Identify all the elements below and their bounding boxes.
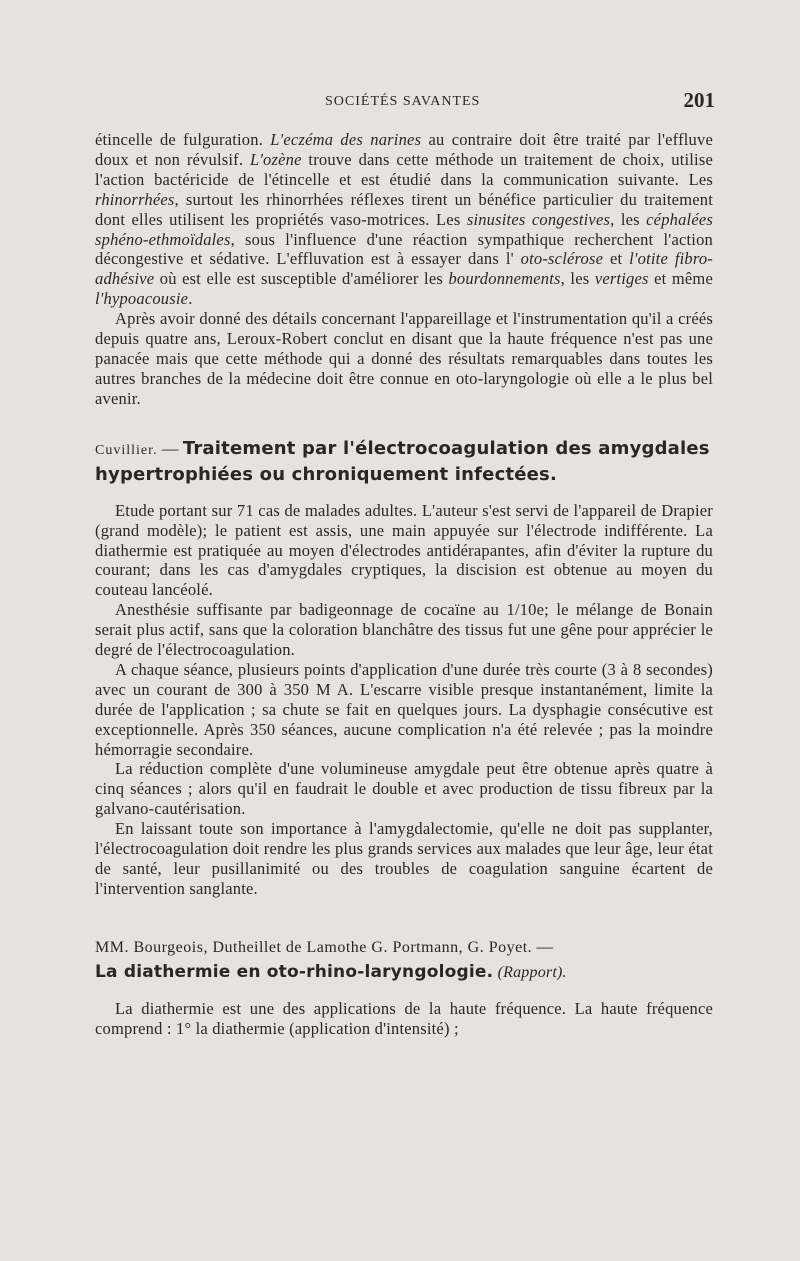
page-number: 201	[683, 88, 715, 112]
section-title: Traitement par l'électrocoagulation des amygdales hypertrophiées ou chroniquement infectées.	[95, 437, 710, 485]
paragraph: Après avoir donné des détails concernant l'appareillage et l'instrumentation qu'il a créés depuis quatre ans, Leroux-Robert conclut en disant que la haute fréquence n'est pas une panacée mais que cette méthode qui a donné des résultats remarquables dans toutes les autres branches de la médecine doit être connue en oto-laryngologie où elle a le plus bel avenir.	[95, 309, 713, 408]
paragraph: En laissant toute son importance à l'amygdalectomie, qu'elle ne doit pas supplanter, l'électrocoagulation doit rendre les plus grands services aux malades que leur âge, leur état de santé, leur pusillanimité ou des troubles de coagulation sanguine écartent de l'intervention sanglante.	[95, 819, 713, 898]
running-title: SOCIÉTÉS SAVANTES	[325, 94, 481, 109]
section-heading: MM. Bourgeois, Dutheillet de Lamothe G. Portmann, G. Poyet. — La diathermie en oto-rhino-laryngologie. (Rapport).	[95, 936, 567, 982]
paragraph: Anesthésie suffisante par badigeonnage de cocaïne au 1/10e; le mélange de Bonain serait plus actif, sans que la coloration blanchâtre des tissus fut une gêne pour apprécier le degré de l'électrocoagulation.	[95, 600, 713, 660]
paragraph: La diathermie est une des applications de la haute fréquence. La haute fréquence comprend : 1° la diathermie (application d'intensité) ;	[95, 998, 713, 1038]
paragraph: Etude portant sur 71 cas de malades adultes. L'auteur s'est servi de l'appareil de Drapier (grand modèle); le patient est assis, une main appuyée sur l'électrode indifférente. La diathermie est pratiquée au moyen d'électrodes antidérapantes, afin d'éviter la rupture du courant; dans les cas d'amygdales cryptiques, la discision est obtenue au moyen du couteau lancéolé.	[95, 500, 713, 600]
paragraph: A chaque séance, plusieurs points d'application d'une durée très courte (3 à 8 secondes) avec un courant de 300 à 350 M A. L'escarre visible presque instantanément, limite la durée de l'application ; sa chute se fait en quelques jours. La dysphagie consécutive est exceptionnelle. Après 350 séances, aucune complication n'a été relevée ; pas la moindre hémorragie secondaire.	[95, 659, 713, 759]
paragraph: La réduction complète d'une volumineuse amygdale peut être obtenue après quatre à cinq séances ; alors qu'il en faudrait le double et avec production de tissu fibreux par la galvano-cautérisation.	[95, 759, 713, 819]
section-authors: MM. Bourgeois, Dutheillet de Lamothe G. Portmann, G. Poyet.	[95, 938, 533, 956]
report-label: (Rapport).	[497, 963, 567, 981]
paragraph: étincelle de fulguration. L'eczéma des narines au contraire doit être traité par l'effluve doux et non révulsif. L'ozène trouve dans cette méthode un traitement de choix, utilise l'action bactéricide de l'étincelle et est étudié dans la communication suivante. Les rhinorrhées, surtout les rhinorrhées réflexes tirent un bénéfice particulier du traitement dont elles utilisent les propriétés vaso-motrices. Les sinusites congestives, les céphalées sphéno-ethmoïdales, sous l'influence d'une réaction sympathique recherchent l'action décongestive et sédative. L'effluvation est à essayer dans l' oto-sclérose et l'otite fibro-adhésive où est elle est susceptible d'améliorer les bourdonnements, les vertiges et même l'hypoacousie.	[95, 130, 713, 309]
section-title: La diathermie en oto-rhino-laryngologie.	[95, 961, 494, 982]
section-heading: Cuvillier. — Traitement par l'électrocoagulation des amygdales hypertrophiées ou chroniquement infectées.	[95, 437, 710, 485]
section-author: Cuvillier.	[95, 442, 158, 458]
page-body	[95, 130, 713, 1039]
